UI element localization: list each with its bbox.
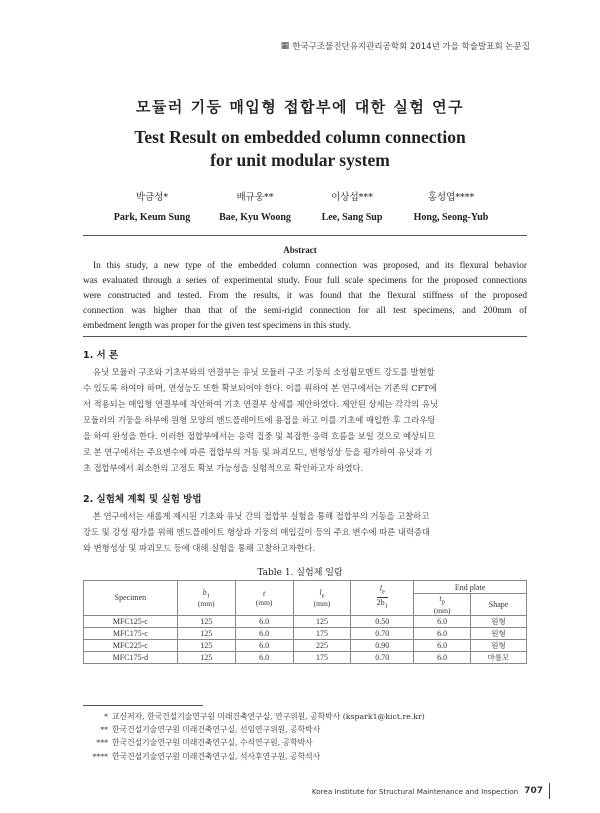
english-title-line-2: for unit modular system [210,150,390,170]
author-1 [102,189,202,223]
section-1-line: 수 있도록 하여야 하며, 연성능도 또한 확보되어야 한다. 이를 위하여 본 연구에서는 기존의 CFT에 [83,383,437,393]
abstract-line: In this study, a new type of the embedded column connection was proposed, and its flexural behavior [93,261,527,271]
dotted-square-icon: ▦ [280,41,290,51]
section-2-line: 본 연구에서는 새롭게 제시된 기초와 유닛 간의 접합부 실험을 통해 접합부의 거동을 고찰하고 [93,511,430,521]
author-3-korean: 이상섭*** [331,192,373,203]
footnote: * 교신저자, 한국건설기술연구원 미래건축연구실, 연구위원, 공학박사 (kspark1@kict.re.kr) [104,712,425,721]
section-1-line: 초 접합부에서 최소한의 고정도 확보 가능성을 실험적으로 확인하고자 하였다. [83,463,364,473]
section-1-line: 로 본 연구에서는 주요변수에 따른 접합부의 거동 및 파괴모드, 변형성상 등을 평가하여 유닛과 기 [83,447,433,457]
section-1-line: 을 하여 완성을 한다. 이러한 접합부에서는 응력 집중 및 복잡한 응력 흐름을 보일 것으로 예상되므 [83,431,436,441]
korean-title: 모듈러 기둥 매입형 접합부에 대한 실험 연구 [135,98,465,116]
footnote: *** 한국건설기술연구원 미래건축연구실, 수석연구원, 공학박사 [96,738,313,748]
english-title [0,126,600,172]
page-number: 707 [524,786,543,796]
section-2-body [83,508,527,556]
abstract-body [83,259,527,334]
header-text: 한국구조물진단유지관리공학회 2014년 가을 학술발표회 논문집 [292,42,530,52]
section-2-line: 와 변형성상 및 파괴모드 등에 대해 실험을 통해 고찰하고자한다. [83,543,316,553]
author-1-english: Park, Keum Sung [113,212,191,223]
footnote-rule [83,705,203,706]
footer-institute: Korea Institute for Structural Maintenance and Inspection [311,786,519,796]
section-1-line: 유닛 모듈러 구조와 기초부와의 연결부는 유닛 모듈러 구조 기둥의 소성휨모멘트 강도를 발현할 [93,367,435,377]
footer-divider [549,783,550,799]
footnote: ** 한국건설기술연구원 미래건축연구실, 선임연구위원, 공학박사 [100,725,321,735]
header-shape: Shape [471,594,527,616]
running-header [281,40,530,52]
header-b1: $b_1$ (mm) [177,581,235,616]
page-footer [312,783,550,799]
section-2-heading: 2. 실험체 계획 및 실험 방법 [83,494,202,505]
author-4 [396,189,506,223]
table-caption: Table 1. 실험체 일람 [257,568,343,578]
section-1-body [83,364,527,476]
specimen-table [83,580,527,664]
author-1-korean: 박금성* [135,192,169,203]
header-end-plate: End plate [414,581,527,594]
author-3 [302,189,402,223]
section-2-line: 강도 및 강성 평가를 위해 엔드플레이트 형상과 기둥의 매입깊이 등의 주요 변수에 따른 내력증대 [83,527,430,537]
section-1-line: 서 적용되는 매입형 연결부에 착안하여 기초 연결부 상세를 제안하였다. 제안된 상세는 각각의 유닛 [83,399,438,409]
header-ratio: $\frac{l_e}{2b_1}$ [351,581,414,616]
abstract-bottom-rule [83,336,527,337]
section-1-heading: 1. 서 론 [83,350,119,361]
table-row: MFC175-d 125 6.0 175 0.70 6.0 마름모 [84,651,527,663]
header-le: $l_e$ (mm) [293,581,351,616]
abstract-line: were constructed and tested. From the results, it was found that the flexural stiffness of the proposed [83,291,527,301]
abstract-heading: Abstract [283,245,317,255]
table-row: MFC125-c 125 6.0 125 0.50 6.0 원형 [84,615,527,627]
author-3-english: Lee, Sang Sup [321,212,383,223]
author-2-korean: 배규웅** [236,192,274,203]
table-row: MFC175-c 125 6.0 175 0.70 6.0 원형 [84,627,527,639]
header-tp: $t_p$ (mm) [414,594,471,616]
author-2 [205,189,305,223]
header-t: t (mm) [235,581,293,616]
footnote: **** 한국건설기술연구원 미래건축연구실, 석사후연구원, 공학석사 [92,751,321,761]
author-2-english: Bae, Kyu Woong [219,212,291,223]
english-title-line-1: Test Result on embedded column connection [134,127,466,147]
header-specimen: Specimen [84,581,178,616]
footnotes [86,710,425,763]
abstract-line: was evaluated through a series of experimental study. Four full scale specimens for the proposed connections [83,276,527,286]
author-4-korean: 홍성엽**** [427,192,475,203]
abstract-top-rule [83,235,527,236]
section-1-line: 모듈러의 기둥을 하부에 원형 모양의 엔드플레이트에 용접을 하고 이를 기초에 매입한 후 그라우팅 [83,415,436,425]
abstract-line: connection was higher than that of the semi-rigid connection for all test specimens, and 200mm of [83,306,527,316]
abstract-line: embedment length was proper for the given test specimens in this study. [83,321,351,331]
author-4-english: Hong, Seong-Yub [413,212,489,223]
table-row: MFC225-c 125 6.0 225 0.90 6.0 원형 [84,639,527,651]
